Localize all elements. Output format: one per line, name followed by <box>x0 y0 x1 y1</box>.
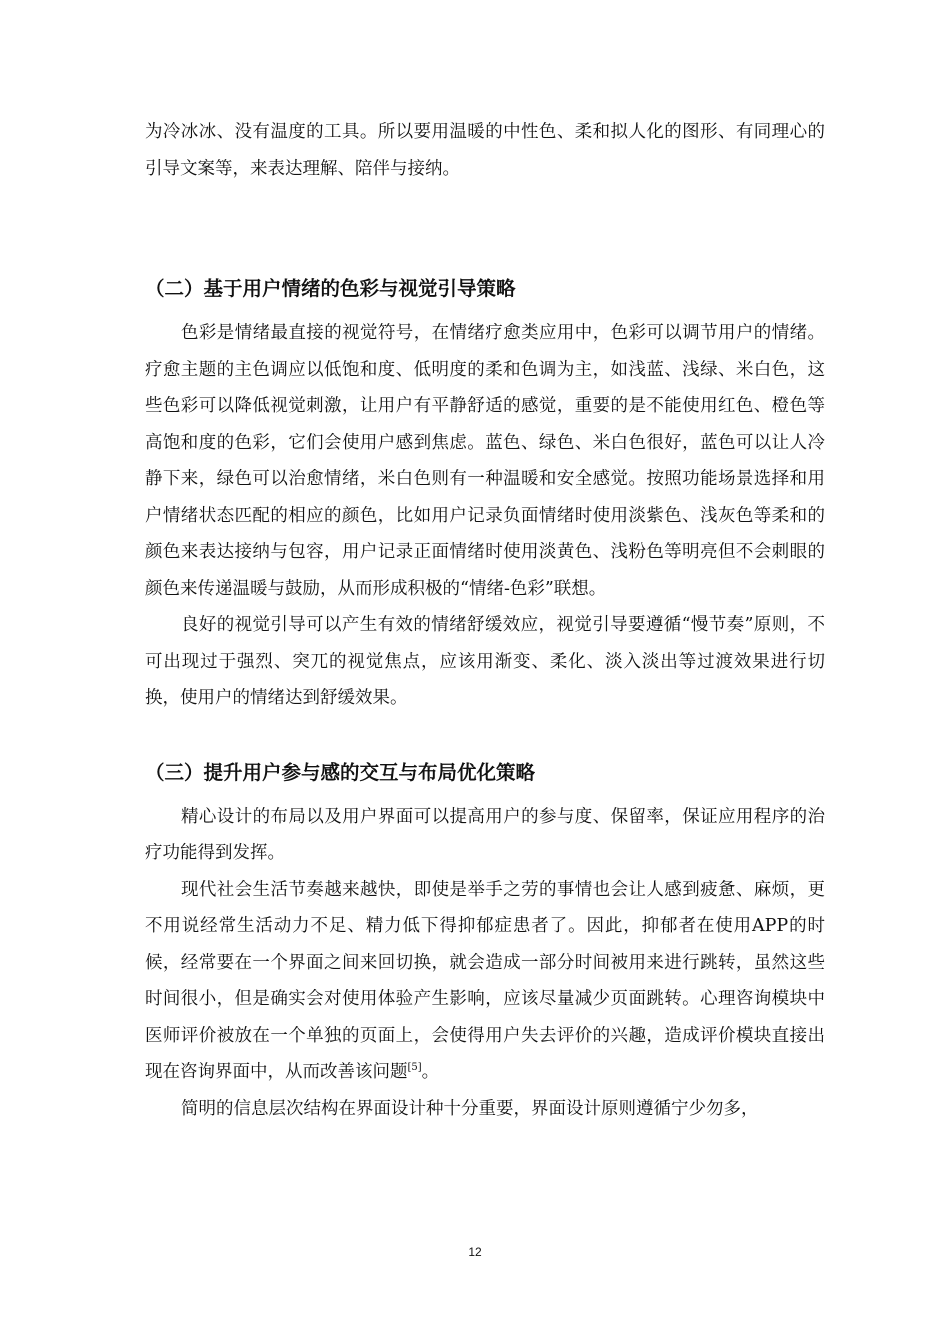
section-2-heading: （二）基于用户情绪的色彩与视觉引导策略 <box>145 277 516 300</box>
section-3-paragraph-2 <box>145 872 825 1091</box>
section-3-paragraph-1: 精心设计的布局以及用户界面可以提高用户的参与度、保留率，保证应用程序的治疗功能得到发挥。 <box>145 806 825 863</box>
section-3-paragraph-3: 简明的信息层次结构在界面设计种十分重要，界面设计原则遵循宁少勿多， <box>181 1098 759 1119</box>
citation-reference: [5] <box>407 1062 422 1074</box>
page-content <box>145 114 825 1127</box>
section-3-paragraph-2-end: 。 <box>421 1062 440 1082</box>
page-number: 12 <box>468 1245 482 1259</box>
intro-paragraph-tail: 为冷冰冰、没有温度的工具。所以要用温暖的中性色、柔和拟人化的图形、有同理心的引导文案等，来表达理解、陪伴与接纳。 <box>145 122 825 179</box>
section-2-paragraph-1: 色彩是情绪最直接的视觉符号，在情绪疗愈类应用中，色彩可以调节用户的情绪。疗愈主题的主色调应以低饱和度、低明度的柔和色调为主，如浅蓝、浅绿、米白色，这些色彩可以降低视觉刺激，让用户有平静舒适的感觉，重要的是不能使用红色、橙色等高饱和度的色彩，它们会使用户感到焦虑。蓝色、绿色、米白色很好，蓝色可以让人冷静下来，绿色可以治愈情绪，米白色则有一种温暖和安全感觉。按照功能场景选择和用户情绪状态匹配的相应的颜色，比如用户记录负面情绪时使用淡紫色、浅灰色等柔和的颜色来表达接纳与包容，用户记录正面情绪时使用淡黄色、浅粉色等明亮但不会刺眼的颜色来传递温暖与鼓励，从而形成积极的“情绪-色彩”联想。 <box>145 323 825 599</box>
section-3-heading: （三）提升用户参与感的交互与布局优化策略 <box>145 760 536 784</box>
section-3-paragraph-2-text: 现代社会生活节奏越来越快，即使是举手之劳的事情也会让人感到疲惫、麻烦，更不用说经常生活动力不足、精力低下得抑郁症患者了。因此，抑郁者在使用APP的时候，经常要在一个界面之间来回切换，就会造成一部分时间被用来进行跳转，虽然这些时间很小，但是确实会对使用体验产生影响，应该尽量减少页面跳转。心理咨询模块中医师评价被放在一个单独的页面上，会使得用户失去评价的兴趣，造成评价模块直接出现在咨询界面中，从而改善该问题 <box>145 879 825 1082</box>
section-2-paragraph-2: 良好的视觉引导可以产生有效的情绪舒缓效应，视觉引导要遵循“慢节奏”原则，不可出现过于强烈、突兀的视觉焦点，应该用渐变、柔化、淡入淡出等过渡效果进行切换，使用户的情绪达到舒缓效果。 <box>145 615 825 708</box>
